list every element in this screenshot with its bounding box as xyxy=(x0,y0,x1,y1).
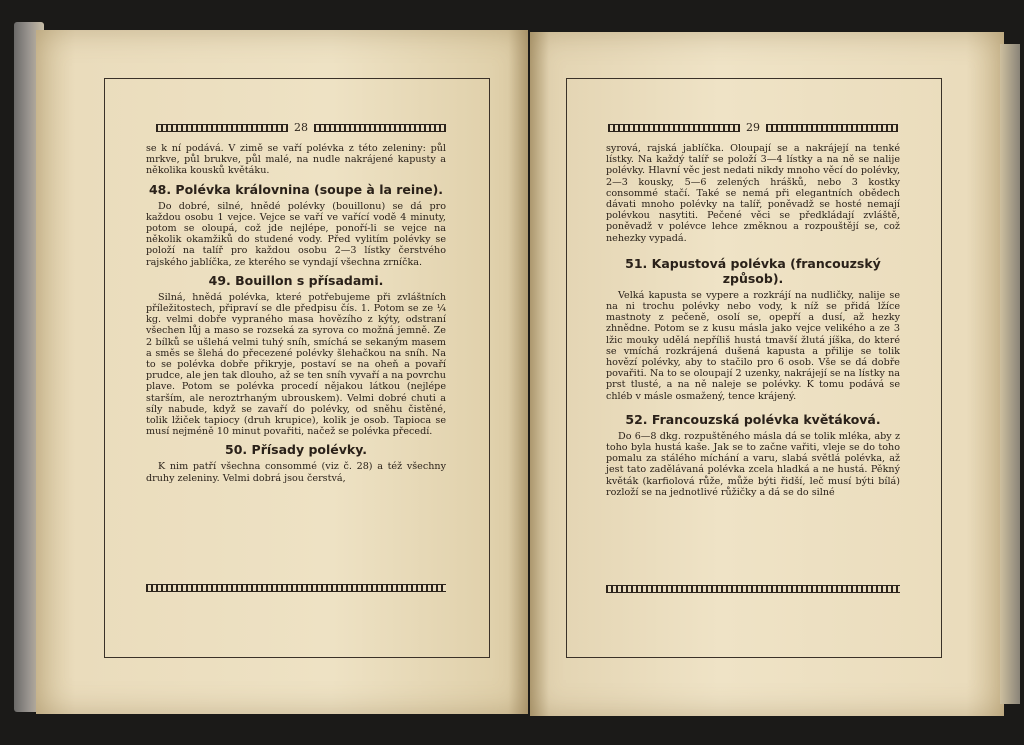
recipe-heading-52: 52. Francouzská polévka květáková. xyxy=(625,411,881,427)
right-page-number: 29 xyxy=(746,121,760,134)
recipe-heading-49: 49. Bouillon s přísadami. xyxy=(208,272,384,288)
recipe-body-51: Velká kapusta se vypere a rozkrájí na nudličky, nalije se na ni trochu polévky nebo vody, k níž se přidá lžíce mastnoty z pečeně, osolí se, opepří a dusí, až hezky zhnědne. Potom se z kusu másla jako vejce velikého a ze 3 lžic mouky udělá nepříliš hustá tmavší žlutá jíška, do které se vmíchá rozkrájená dušená kapusta a přilije se tolik hovězí polévky, aby to stačilo pro 6 osob. Vše se dá dobře povařiti. Na to se oloupají 2 uzenky, nakrájejí se na lístky na prst tlusté, a na ně naleje se polévky. K tomu podává se chléb v másle osmažený, tence krájený. xyxy=(606,289,900,402)
ornament-band xyxy=(156,124,288,132)
right-header-ornament xyxy=(608,121,898,134)
ornament-band xyxy=(606,585,900,593)
ornament-band xyxy=(146,584,446,592)
left-page-number: 28 xyxy=(294,121,308,134)
ornament-band xyxy=(314,124,446,132)
left-header-ornament xyxy=(156,121,446,134)
left-page-text xyxy=(146,143,446,484)
recipe-body-48: Do dobré, silné, hnědé polévky (bouillonu) se dá pro každou osobu 1 vejce. Vejce se vaří ve vařící vodě 4 minuty, potom se oloupá, což jde nejlépe, ponoří-li se vejce na několik okamžiků do studené vody. Před vylitím polévky se položí na talíř pro každou osobu 2—3 lístky čerstvého rajského jablíčka, ze kterého se vyndají všechna zrníčka. xyxy=(146,200,446,268)
right-footer-ornament xyxy=(606,585,900,593)
right-page-text xyxy=(606,143,900,498)
recipe-body-50: K nim patří všechna consommé (viz č. 28) a též všechny druhy zeleniny. Velmi dobrá jsou čerstvá, xyxy=(146,461,446,484)
recipe-body-52: Do 6—8 dkg. rozpuštěného másla dá se tolik mléka, aby z toho byla hustá kaše. Jak se to začne vařiti, vleje se do toho pomalu za stálého míchání a varu, slabá světlá polévka, až jest tato zadělávaná polévka zcela hladká a ne hustá. Pěkný květák (karfiolová růže, může býti řidší, leč musí býti bílá) rozloží se na jednotlivé růžičky a dá se do silné xyxy=(606,430,900,498)
left-intro-paragraph: se k ní podává. V zimě se vaří polévka z této zeleniny: půl mrkve, půl brukve, půl malé, na nudle nakrájené kapusty a několika kousků květáku. xyxy=(146,143,446,177)
right-intro-paragraph: syrová, rajská jablíčka. Oloupají se a nakrájejí na tenké lístky. Na každý talíř se položí 3—4 lístky a na ně se nalije polévky. Hlavní věc jest nedati nikdy mnoho věcí do polévky, 2—3 kousky, 5—6 zelených hrášků, nebo 3 kostky consommé stačí. Také se nemá při elegantních obědech dávati mnoho polévky na talíř, poněvadž se hosté nemají polévkou nasytiti. Pečené věci se předkládají zvláště, poněvadž v polévce lehce změknou a rozpouštějí se, což nehezky vypadá. xyxy=(606,143,900,244)
recipe-body-49: Silná, hnědá polévka, které potřebujeme při zvláštních příležitostech, připraví se dle předpisu čís. 1. Potom se ze ¼ kg. velmi dobře vypraného masa hovězího z kýty, odstraní všechen lůj a maso se rozseká za syrova co možná jemně. Ze 2 bílků se ušlehá velmi tuhý sníh, smíchá se sekaným masem a směs se šlehá do přecezené polévky šlehačkou na sníh. Na to se polévka dobře přikryje, postaví se na oheň a povaří prudce, ale jen tak dlouho, až se ten sníh vyvaří a na povrchu plave. Potom se polévka procedí nějakou látkou (nejlépe starším, ale neroztrhaným ubrouskem). Velmi dobré chuti a síly nabude, když se zavaří do polévky, od sněhu čistěné, tolik lžiček tapiocy (druh krupice), kolik je osob. Tapioca se musí nejméně 10 minut povařiti, načež se polévka přecedí. xyxy=(146,291,446,438)
left-footer-ornament xyxy=(146,584,446,592)
recipe-heading-48: 48. Polévka královnina (soupe à la reine). xyxy=(148,181,444,197)
recipe-heading-51: 51. Kapustová polévka (francouzský způsob). xyxy=(625,255,881,286)
ornament-band xyxy=(608,124,740,132)
ornament-band xyxy=(766,124,898,132)
page-stack-edge xyxy=(1000,44,1020,704)
recipe-heading-50: 50. Přísady polévky. xyxy=(225,442,367,458)
